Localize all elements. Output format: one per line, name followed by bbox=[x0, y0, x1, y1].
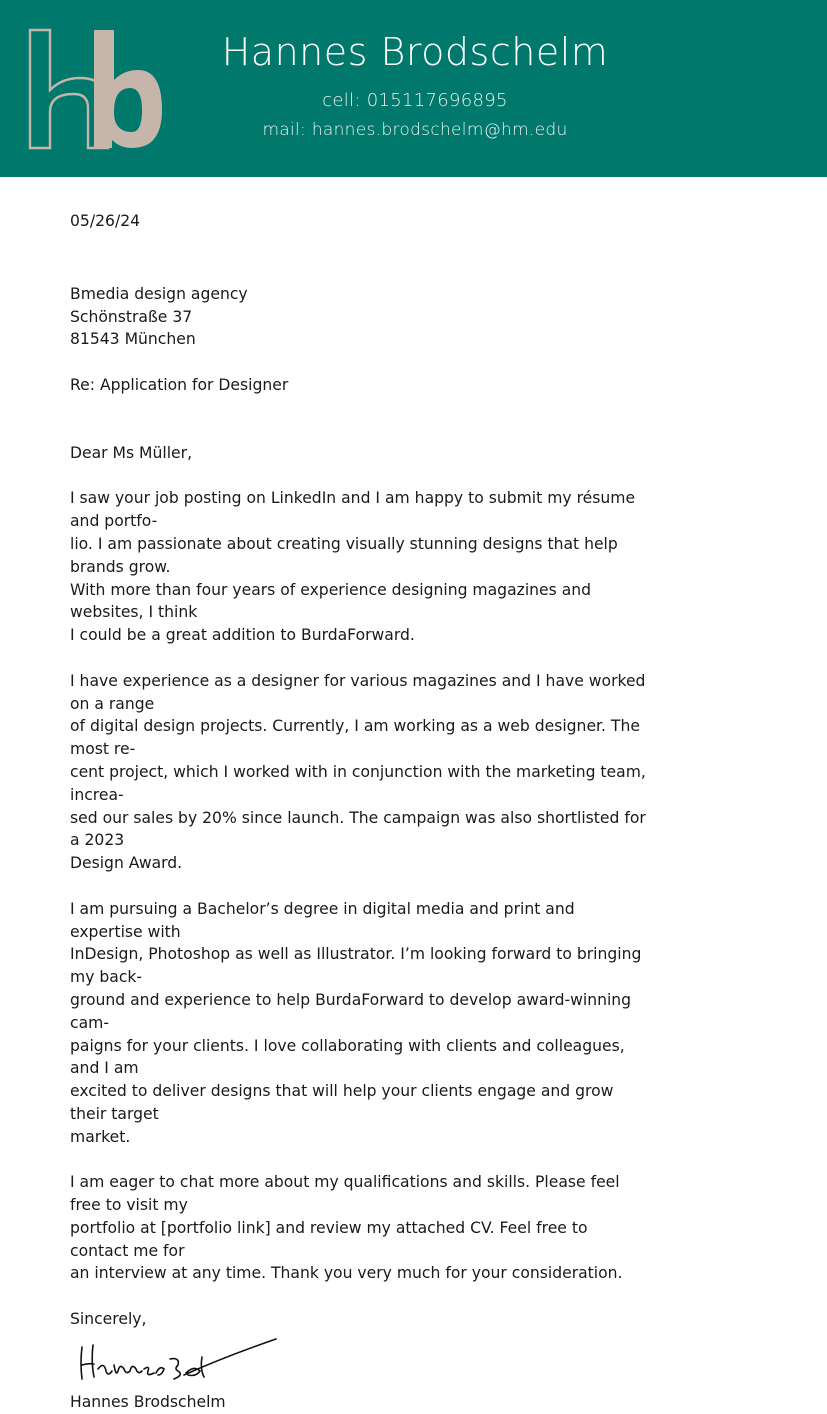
text-line: excited to deliver designs that will help your clients engage and grow their target bbox=[70, 1082, 614, 1123]
letter-body bbox=[70, 210, 650, 1414]
text-line: Design Award. bbox=[70, 854, 183, 873]
text-line: paigns for your clients. I love collaborating with clients and colleagues, and I am bbox=[70, 1036, 625, 1078]
paragraph bbox=[70, 670, 650, 875]
text-line: an interview at any time. Thank you very much for your consideration. bbox=[70, 1264, 623, 1283]
cell-line bbox=[210, 90, 620, 111]
salutation: Dear Ms Müller, bbox=[70, 443, 193, 462]
letterhead-band bbox=[0, 0, 827, 177]
text-line: I could be a great addition to BurdaForward. bbox=[70, 626, 415, 645]
mail-address: hannes.brodschelm@hm.edu bbox=[311, 120, 568, 140]
cell-number: 015117696895 bbox=[366, 90, 508, 111]
text-line: ground and experience to help BurdaForward to develop award-winning cam- bbox=[70, 990, 632, 1032]
text-line: of digital design projects. Currently, I am working as a web designer. The most re- bbox=[70, 717, 640, 759]
recipient-street: Schönstraße 37 bbox=[70, 307, 193, 326]
text-line: I am eager to chat more about my qualifications and skills. Please feel free to visit my bbox=[70, 1173, 620, 1215]
mail-line bbox=[210, 120, 620, 140]
text-line: cent project, which I worked with in conjunction with the marketing team, increa- bbox=[70, 762, 646, 804]
handwritten-signature bbox=[74, 1335, 284, 1385]
text-line: sed our sales by 20% since launch. The campaign was also shortlisted for a 2023 bbox=[70, 808, 646, 850]
cell-label: cell: bbox=[322, 90, 361, 111]
sender-name: Hannes Brodschelm bbox=[221, 30, 609, 74]
recipient-city: 81543 München bbox=[70, 330, 196, 349]
text-line: market. bbox=[70, 1127, 131, 1146]
paragraph bbox=[70, 898, 650, 1149]
paragraph bbox=[70, 1171, 650, 1285]
recipient-address bbox=[70, 283, 650, 351]
recipient-company: Bmedia design agency bbox=[70, 284, 248, 303]
closing: Sincerely, bbox=[70, 1310, 147, 1329]
hb-monogram-logo bbox=[28, 28, 162, 150]
paragraph bbox=[70, 487, 650, 647]
text-line: I saw your job posting on LinkedIn and I am happy to submit my résume and portfo- bbox=[70, 489, 636, 531]
subject-line: Re: Application for Designer bbox=[70, 375, 289, 394]
text-line: I am pursuing a Bachelor’s degree in digital media and print and expertise with bbox=[70, 899, 575, 941]
letter-date: 05/26/24 bbox=[70, 212, 141, 230]
signer-name: Hannes Brodschelm bbox=[70, 1392, 226, 1411]
mail-label: mail: bbox=[262, 120, 307, 140]
text-line: I have experience as a designer for various magazines and I have worked on a range bbox=[70, 671, 646, 713]
text-line: lio. I am passionate about creating visually stunning designs that help brands grow. bbox=[70, 534, 618, 576]
text-line: InDesign, Photoshop as well as Illustrator. I’m looking forward to bringing my back- bbox=[70, 945, 642, 987]
text-line: With more than four years of experience designing magazines and websites, I think bbox=[70, 580, 592, 622]
text-line: portfolio at [portfolio link] and review my attached CV. Feel free to contact me for bbox=[70, 1218, 588, 1260]
